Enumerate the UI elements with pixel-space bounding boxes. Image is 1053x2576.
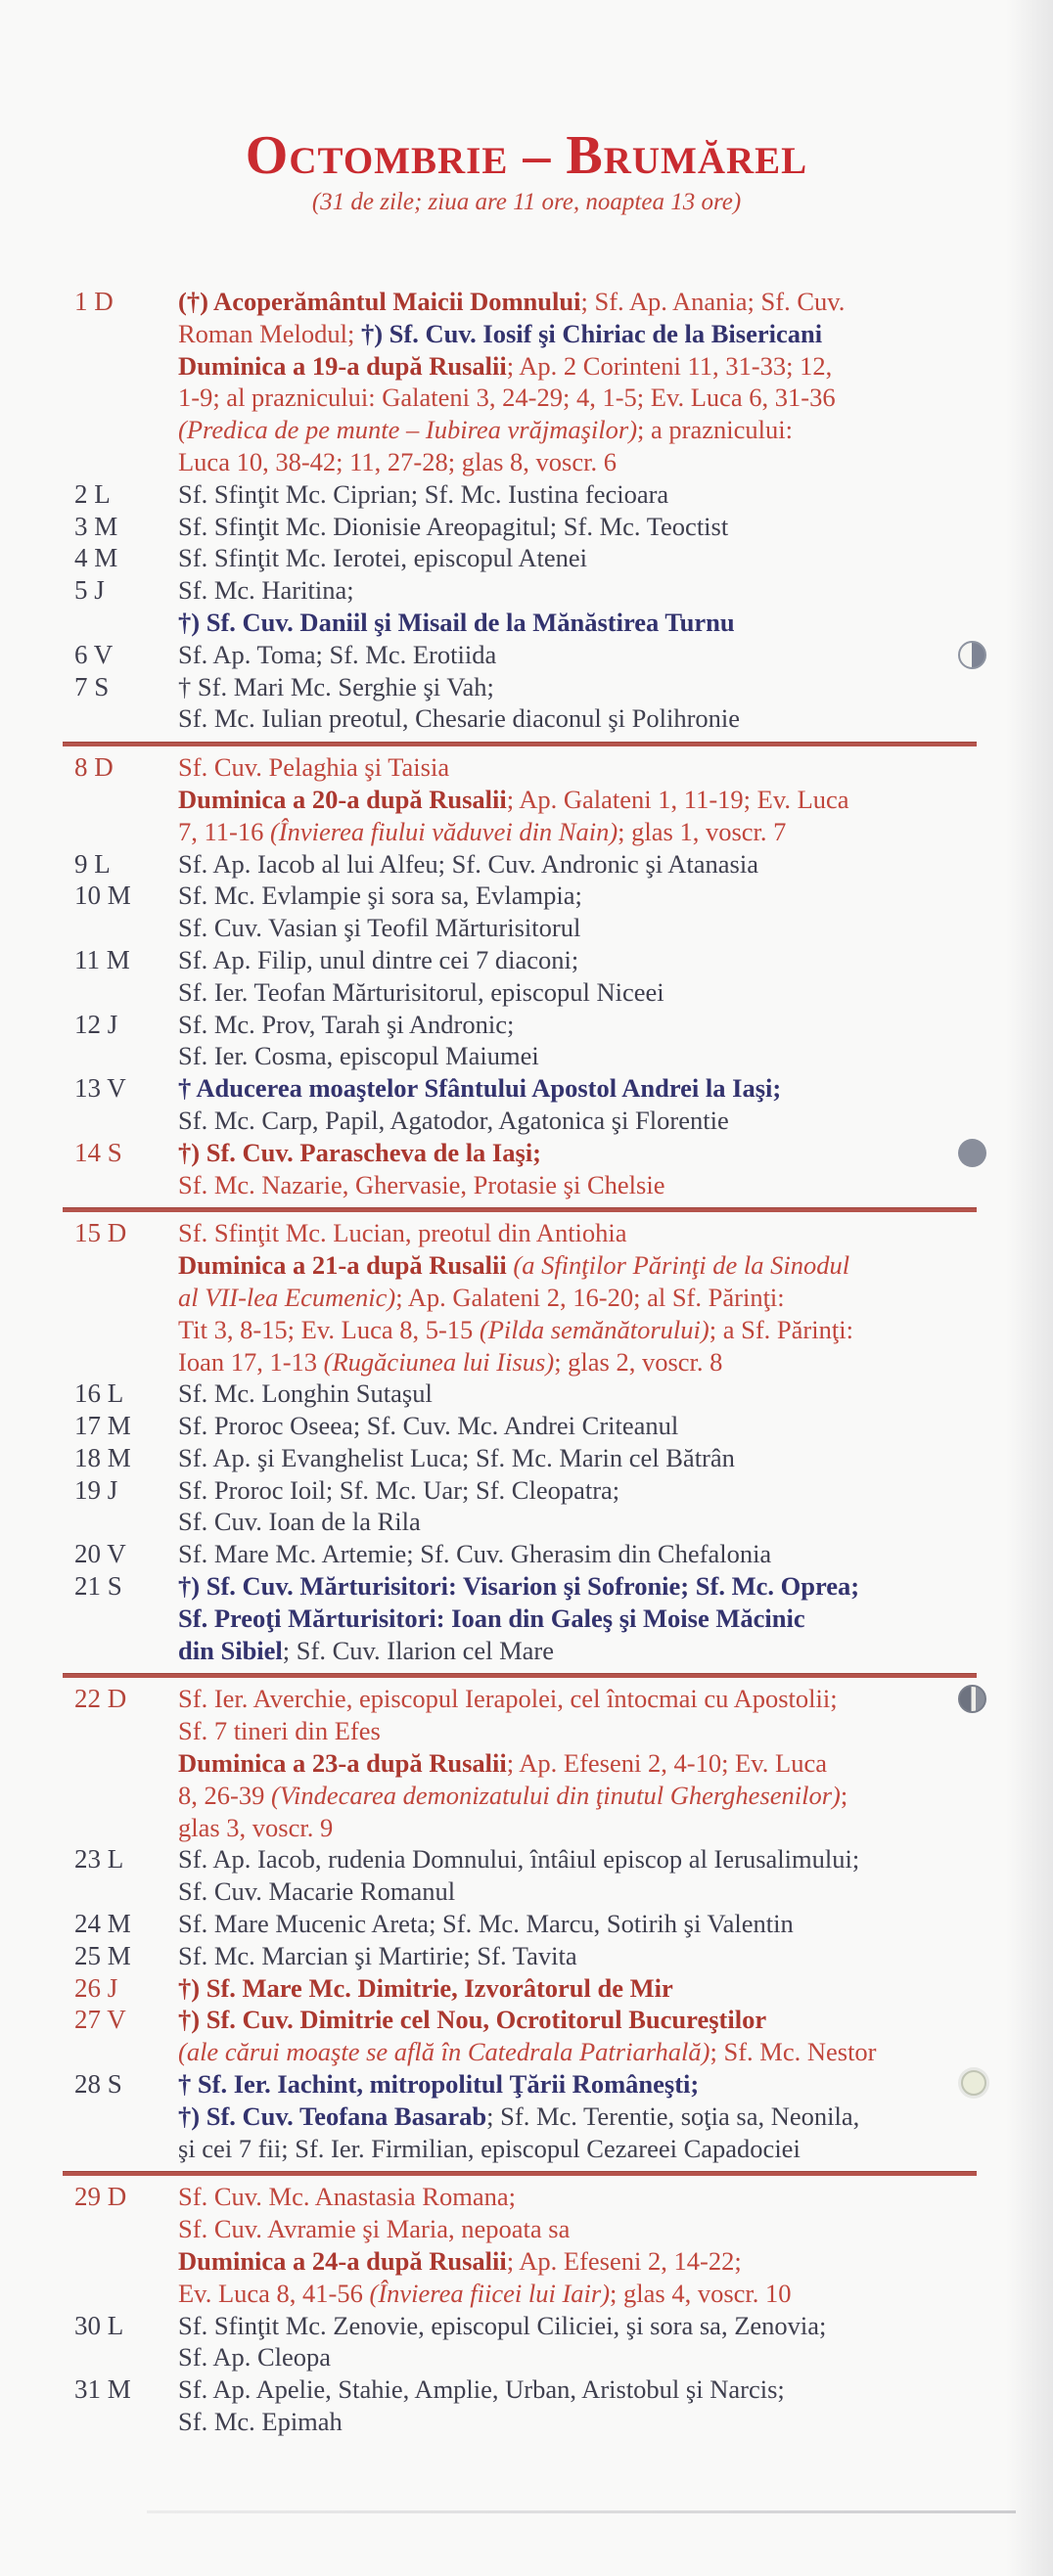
day-line [178,671,977,703]
day-text-segment: Sf. Mc. Carp, Papil, Agatodor, Agatonica şi Florentie [178,1105,729,1135]
day-line [178,2181,977,2213]
moon-phase-last-quarter-icon [958,1685,986,1713]
day-text-segment: Duminica a 23-a după Rusalii [178,1748,507,1779]
day-line [178,574,977,607]
day-line [178,1972,977,2005]
day-label: 3 M [74,511,118,541]
day-text-segment: Sf. Sfinţit Mc. Lucian, preotul din Antiohia [178,1218,627,1248]
calendar-day-row [74,880,977,944]
day-text-segment: Sf. Ier. Averchie, episcopul Ierapolei, cel întocmai cu Apostolii; [178,1684,838,1714]
day-label: 4 M [74,543,118,573]
day-text-segment: †) Sf. Cuv. Iosif şi Chiriac de la Bisericani [360,318,823,348]
calendar-day-row [74,1072,977,1137]
day-line [178,2036,977,2068]
calendar-day-row [74,1410,977,1442]
day-line [178,1506,977,1538]
day-line [178,1570,977,1603]
day-label: 7 S [74,671,110,701]
day-text-segment: Sf. Cuv. Avramie şi Maria, nepoata sa [178,2214,571,2244]
calendar-day-row [74,1217,977,1378]
day-line [178,1715,977,1747]
day-line [178,2373,977,2406]
day-text-segment: ; Sf. Mc. Nestor [710,2037,877,2067]
day-text-segment: ; Ap. Efeseni 2, 4-10; Ev. Luca [506,1748,827,1779]
calendar-day-row [74,671,977,736]
day-line [178,1908,977,1940]
day-text-segment: Duminica a 19-a după Rusalii [178,350,507,381]
day-text-segment: †) Sf. Cuv. Daniil şi Misail de la Mănăstirea Turnu [178,607,735,637]
day-line [178,1812,977,1844]
day-text-segment: (ale cărui moaşte se află în Catedrala Patriarhală) [178,2037,710,2067]
day-line [178,1876,977,1908]
day-line [178,446,977,478]
day-content [178,848,977,881]
day-text-segment: Sf. Ier. Teofan Mărturisitorul, episcopul Niceei [178,976,664,1007]
day-content [178,751,977,847]
calendar-day-row [74,751,977,847]
day-content [178,1009,977,1073]
day-text-segment: Sf. Ap. şi Evanghelist Luca; Sf. Mc. Marin cel Bătrân [178,1442,735,1472]
day-text-segment: ; a praznicului: [637,415,793,445]
day-label: 11 M [74,944,130,974]
day-line [178,1474,977,1507]
calendar-day-row [74,2068,977,2164]
day-label: 8 D [74,752,114,783]
day-text-segment: †) Sf. Cuv. Teofana Basarab [178,2101,487,2131]
day-content [178,1442,977,1474]
day-text-segment: Sf. Mc. Iulian preotul, Chesarie diaconul şi Polihronie [178,703,741,734]
day-line [178,702,977,735]
day-content [178,1217,977,1378]
day-text-segment: (Rugăciunea lui Iisus) [323,1346,555,1377]
day-line [178,1282,977,1314]
day-text-segment: Sf. Ap. Toma; Sf. Mc. Erotiida [178,639,497,669]
day-content [178,1137,977,1201]
day-text-segment: Sf. Cuv. Pelaghia şi Taisia [178,752,450,783]
calendar-day-row [74,944,977,1009]
day-text-segment: Sf. Ap. Cleopa [178,2342,332,2373]
day-label: 30 L [74,2310,124,2340]
day-text-segment: Sf. Cuv. Ioan de la Rila [178,1507,421,1537]
day-label: 25 M [74,1940,131,1970]
day-line [178,1346,977,1378]
day-text-segment: Sf. Preoţi Mărturisitori: Ioan din Galeş şi Moise Măcinic [178,1603,805,1633]
calendar-day-row [74,1137,977,1201]
day-line [178,848,977,881]
day-content [178,286,977,478]
day-text-segment: şi cei 7 fii; Sf. Ier. Firmilian, episcopul Cezareei Capadociei [178,2133,801,2163]
calendar-day-row [74,2004,977,2068]
day-label: 18 M [74,1442,131,1472]
day-line [178,751,977,784]
day-line [178,382,977,414]
day-label: 28 S [74,2069,122,2100]
day-content [178,1843,977,1908]
day-line [178,414,977,446]
day-text-segment: Sf. Mare Mucenic Areta; Sf. Mc. Marcu, Sotirih şi Valentin [178,1909,794,1939]
day-text-segment: Sf. 7 tineri din Efes [178,1716,381,1746]
day-text-segment: ; Sf. Cuv. Ilarion cel Mare [282,1635,554,1665]
day-text-segment: 7, 11-16 [178,816,270,846]
day-line [178,2133,977,2165]
day-line [178,1780,977,1812]
day-content [178,1972,977,2005]
calendar-day-row [74,2181,977,2309]
day-text-segment: Duminica a 20-a după Rusalii [178,784,507,814]
day-text-segment: Sf. Mc. Epimah [178,2407,343,2436]
day-line [178,639,977,671]
day-content [178,511,977,543]
day-line [178,816,977,848]
day-content [178,1908,977,1940]
day-text-segment: ; Sf. Mc. Terentie, soţia sa, Neonila, [486,2101,860,2131]
day-label: 17 M [74,1411,131,1441]
section-separator [63,2171,977,2176]
day-text-segment: Sf. Mc. Haritina; [178,575,354,606]
day-text-segment: (Învierea fiicei lui Iair) [369,2278,611,2308]
day-content [178,671,977,736]
calendar-day-row [74,639,977,671]
day-line [178,1747,977,1780]
day-text-segment: Sf. Ier. Cosma, episcopul Maiumei [178,1041,539,1071]
day-label: 6 V [74,639,114,669]
calendar-day-row [74,2310,977,2374]
day-line [178,1137,977,1169]
day-label: 24 M [74,1909,131,1939]
day-text-segment: † Sf. Ier. Iachint, mitropolitul Ţării Româneşti; [178,2069,700,2100]
day-text-segment: Sf. Proroc Ioil; Sf. Mc. Uar; Sf. Cleopatra; [178,1474,620,1505]
day-line [178,1105,977,1137]
day-content [178,1072,977,1137]
day-label: 12 J [74,1009,118,1039]
day-content [178,1378,977,1410]
moon-phase-new-icon [961,2070,986,2096]
day-text-segment: (Vindecarea demonizatului din ţinutul Gherghesenilor) [270,1780,841,1810]
day-text-segment: glas 3, voscr. 9 [178,1812,334,1842]
day-label: 22 D [74,1684,127,1714]
day-line [178,2341,977,2373]
day-text-segment: Sf. Cuv. Mc. Anastasia Romana; [178,2182,516,2212]
day-text-segment: (Predica de pe munte – Iubirea vrăjmaşilor) [178,415,638,445]
day-line [178,1072,977,1105]
day-line [178,1603,977,1635]
day-content [178,880,977,944]
day-content [178,1410,977,1442]
calendar-day-row [74,1442,977,1474]
calendar-day-row [74,1683,977,1843]
day-line [178,1683,977,1715]
day-label: 10 M [74,881,131,911]
day-text-segment: † Aducerea moaştelor Sfântului Apostol Andrei la Iaşi; [178,1073,782,1104]
day-line [178,1940,977,1972]
page-subtitle: (31 de zile; ziua are 11 ore, noaptea 13 ore) [311,189,742,215]
day-text-segment: Sf. Sfinţit Mc. Zenovie, episcopul Ciliciei, şi sora sa, Zenovia; [178,2310,827,2340]
calendar-day-row [74,286,977,478]
day-text-segment: Sf. Sfinţit Mc. Ierotei, episcopul Atenei [178,543,588,573]
day-text-segment: † Sf. Mari Mc. Serghie şi Vah; [178,671,494,701]
day-line [178,1314,977,1346]
day-label: 14 S [74,1137,122,1167]
calendar-day-row [74,478,977,511]
day-content [178,1683,977,1843]
day-text-segment: ; glas 4, voscr. 10 [610,2278,792,2308]
day-content [178,2004,977,2068]
day-text-segment: ; glas 2, voscr. 8 [554,1346,723,1377]
day-text-segment: Sf. Ap. Iacob, rudenia Domnului, întâiul episcop al Ierusalimului; [178,1844,860,1875]
day-line [178,2310,977,2342]
day-text-segment: Sf. Cuv. Macarie Romanul [178,1876,456,1907]
calendar-day-row [74,574,977,639]
day-content [178,2310,977,2374]
calendar-day-row [74,848,977,881]
day-text-segment: Sf. Sfinţit Mc. Dionisie Areopagitul; Sf. Mc. Teoctist [178,511,729,541]
day-line [178,2101,977,2133]
day-text-segment: Sf. Mc. Nazarie, Ghervasie, Protasie şi Chelsie [178,1169,665,1199]
day-line [178,880,977,912]
day-text-segment: Sf. Ap. Filip, unul dintre cei 7 diaconi; [178,944,579,974]
page-title: Octombrie – Brumărel [245,125,808,186]
day-line [178,318,977,350]
day-line [178,2213,977,2245]
day-text-segment: Sf. Mc. Prov, Tarah şi Andronic; [178,1009,515,1039]
day-label: 21 S [74,1571,122,1602]
day-line [178,286,977,318]
calendar-day-row [74,1474,977,1539]
section-separator [63,1207,977,1212]
day-line [178,1009,977,1041]
day-label: 13 V [74,1073,126,1104]
day-text-segment: Sf. Mc. Longhin Sutaşul [178,1378,433,1409]
day-label: 15 D [74,1218,127,1248]
day-text-segment: †) Sf. Cuv. Mărturisitori: Visarion şi Sofronie; Sf. Mc. Oprea; [178,1571,860,1602]
day-content [178,574,977,639]
section-separator [63,1673,977,1678]
day-line [178,1217,977,1249]
day-line [178,542,977,574]
day-text-segment: Sf. Mc. Marcian şi Martirie; Sf. Tavita [178,1940,577,1970]
day-line [178,511,977,543]
section-separator [63,742,977,746]
day-content [178,2181,977,2309]
day-line [178,784,977,816]
day-line [178,1635,977,1667]
day-line [178,2406,977,2438]
day-label: 27 V [74,2005,126,2035]
day-line [178,607,977,639]
day-label: 9 L [74,848,111,879]
day-line [178,912,977,944]
calendar-day-row [74,1940,977,1972]
day-content [178,478,977,511]
day-label: 26 J [74,1972,118,2003]
day-line [178,1040,977,1072]
day-text-segment: ; Ap. 2 Corinteni 11, 31-33; 12, [506,350,833,381]
day-text-segment: Luca 10, 38-42; 11, 27-28; glas 8, voscr. 6 [178,446,617,476]
calendar-day-row [74,511,977,543]
day-text-segment: Sf. Sfinţit Mc. Ciprian; Sf. Mc. Iustina fecioara [178,478,669,509]
day-content [178,1474,977,1539]
day-text-segment: din Sibiel [178,1635,283,1665]
day-text-segment: Duminica a 21-a după Rusalii [178,1250,514,1281]
day-text-segment: ; Sf. Ap. Anania; Sf. Cuv. [580,287,846,316]
day-text-segment: ; Ap. Efeseni 2, 14-22; [506,2246,742,2277]
calendar-day-row [74,1972,977,2005]
day-line [178,2004,977,2036]
day-text-segment: (a Sfinţilor Părinţi de la Sinodul [513,1250,850,1281]
day-content [178,1538,977,1570]
day-text-segment: †) Sf. Mare Mc. Dimitrie, Izvorâtorul de Mir [178,1972,673,2003]
day-text-segment: 8, 26-39 [178,1780,271,1810]
day-text-segment: Sf. Ap. Apelie, Stahie, Amplie, Urban, Aristobul şi Narcis; [178,2374,785,2405]
day-line [178,976,977,1009]
moon-phase-full-icon [958,1139,986,1167]
calendar-day-row [74,1538,977,1570]
calendar-days [0,286,1053,2438]
day-text-segment: 1-9; al praznicului: Galateni 3, 24-29; 4, 1-5; Ev. Luca 6, 31-36 [178,383,836,413]
day-text-segment: Sf. Mare Mc. Artemie; Sf. Cuv. Gherasim din Chefalonia [178,1539,772,1569]
day-label: 5 J [74,575,105,606]
day-line [178,2245,977,2278]
day-label: 1 D [74,287,114,316]
day-text-segment: ; a Sf. Părinţi: [709,1314,853,1344]
day-line [178,1442,977,1474]
page-edge-shadow-bottom [147,2510,1016,2513]
calendar-day-row [74,2373,977,2438]
day-text-segment: ; Ap. Galateni 2, 16-20; al Sf. Părinţi: [395,1282,785,1312]
day-text-segment: Tit 3, 8-15; Ev. Luca 8, 5-15 [178,1314,480,1344]
day-text-segment: ; Ap. Galateni 1, 11-19; Ev. Luca [506,784,849,814]
day-text-segment: Sf. Mc. Evlampie şi sora sa, Evlampia; [178,881,582,911]
day-text-segment: Sf. Cuv. Vasian şi Teofil Mărturisitorul [178,913,581,943]
day-text-segment: (†) Acoperământul Maicii Domnului [178,287,581,316]
day-text-segment: (Învierea fiului văduvei din Nain) [269,816,618,846]
day-text-segment: Roman Melodul; [178,318,361,348]
day-content [178,2373,977,2438]
moon-phase-first-quarter-icon [958,641,986,669]
day-label: 16 L [74,1378,124,1409]
day-line [178,2068,977,2101]
day-line [178,350,977,383]
day-text-segment: al VII-lea Ecumenic) [178,1282,396,1312]
day-label: 2 L [74,478,111,509]
day-line [178,1538,977,1570]
day-line [178,1378,977,1410]
day-content [178,639,977,671]
day-label: 19 J [74,1474,118,1505]
calendar-day-row [74,542,977,574]
day-line [178,478,977,511]
calendar-day-row [74,1378,977,1410]
day-line [178,1410,977,1442]
day-label: 23 L [74,1844,124,1875]
day-label: 20 V [74,1539,126,1569]
calendar-day-row [74,1908,977,1940]
day-text-segment: Ioan 17, 1-13 [178,1346,324,1377]
day-content [178,1940,977,1972]
calendar-day-row [74,1570,977,1666]
day-text-segment: †) Sf. Cuv. Parascheva de la Iaşi; [178,1137,541,1167]
day-text-segment: ; [840,1780,848,1810]
day-label: 29 D [74,2182,127,2212]
day-line [178,1169,977,1201]
day-content [178,1570,977,1666]
day-text-segment: †) Sf. Cuv. Dimitrie cel Nou, Ocrotitorul Bucureştilor [178,2005,767,2035]
page-header [0,0,1053,219]
day-text-segment: Sf. Ap. Iacob al lui Alfeu; Sf. Cuv. Andronic şi Atanasia [178,848,758,879]
day-text-segment: Sf. Proroc Oseea; Sf. Cuv. Mc. Andrei Criteanul [178,1411,679,1441]
day-text-segment: Ev. Luca 8, 41-56 [178,2278,370,2308]
calendar-day-row [74,1009,977,1073]
day-line [178,944,977,976]
day-text-segment: ; glas 1, voscr. 7 [618,816,787,846]
day-label: 31 M [74,2374,131,2405]
day-line [178,1843,977,1876]
day-content [178,542,977,574]
day-line [178,1249,977,1282]
day-text-segment: Duminica a 24-a după Rusalii [178,2246,507,2277]
calendar-day-row [74,1843,977,1908]
day-line [178,2278,977,2310]
day-content [178,2068,977,2164]
day-content [178,944,977,1009]
day-text-segment: (Pilda semănătorului) [479,1314,710,1344]
